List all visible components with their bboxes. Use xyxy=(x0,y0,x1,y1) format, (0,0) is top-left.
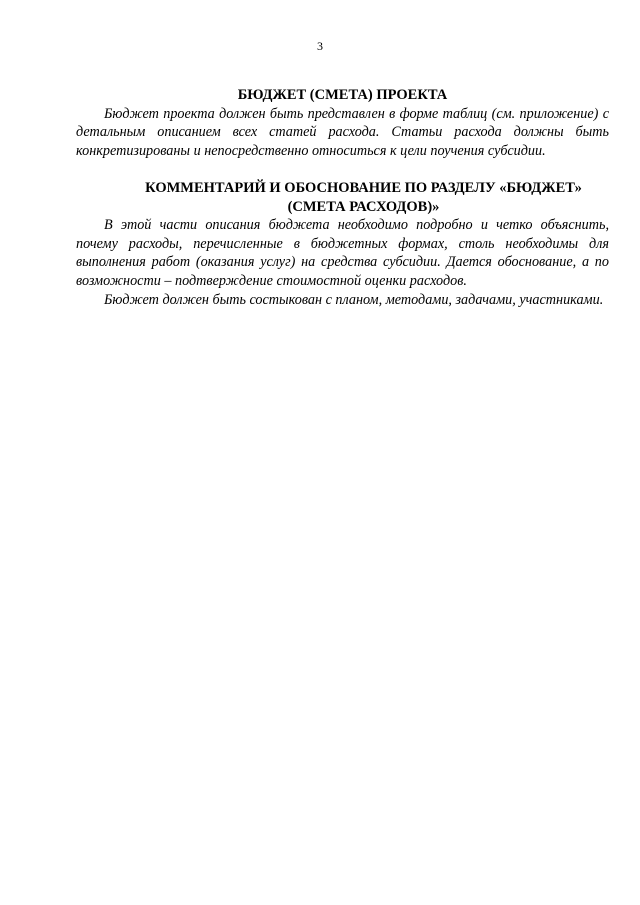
budget-paragraph: Бюджет проекта должен быть представлен в форме таблиц (см. приложение) с детальным описанием всех статей расхода. Статьи расхода должны быть конкретизированы и непосредственно относиться к цели поучения субсидии. xyxy=(76,105,609,159)
document-body xyxy=(76,86,609,309)
section-heading-budget: БЮДЖЕТ (СМЕТА) ПРОЕКТА xyxy=(237,87,448,103)
page-number: 3 xyxy=(317,39,323,53)
section-heading-budget-commentary: КОММЕНТАРИЙ И ОБОСНОВАНИЕ ПО РАЗДЕЛУ «БЮДЖЕТ» (СМЕТА РАСХОДОВ)» xyxy=(145,180,582,215)
commentary-paragraph-2: Бюджет должен быть состыкован с планом, методами, задачами, участниками. xyxy=(104,291,604,308)
commentary-paragraph-1: В этой части описания бюджета необходимо подробно и четко объяснить, почему расходы, перечисленные в бюджетных формах, столь необходимы для выполнения работ (оказания услуг) на средства субсидии. Дается обоснование, а по возможности – подтверждение стоимостной оценки расходов. xyxy=(76,217,609,290)
